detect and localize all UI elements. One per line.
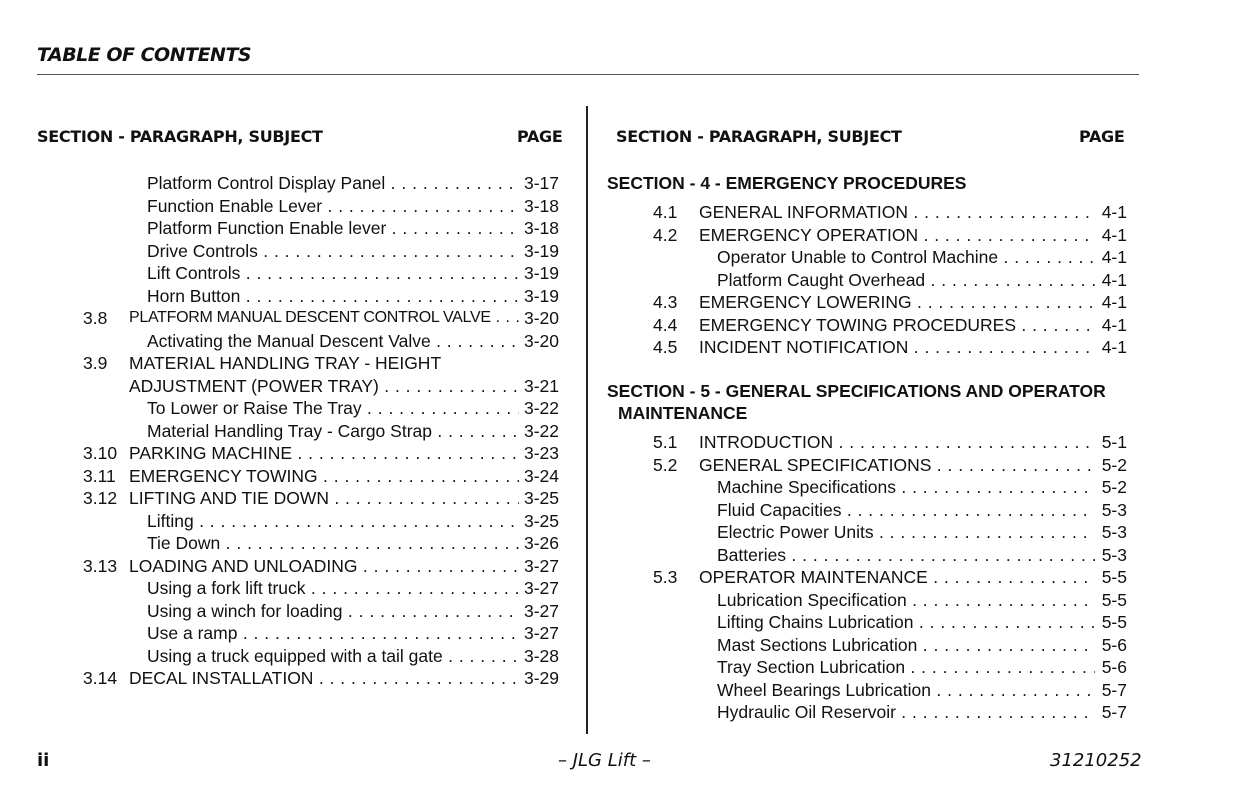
toc-entry-page: 3-29	[520, 667, 559, 689]
toc-entry-title: Lifting Chains Lubrication . . .	[717, 611, 1095, 633]
toc-entry-page: 3-24	[520, 465, 559, 487]
toc-entry-page: 3-28	[520, 645, 559, 667]
toc-entry[interactable]	[653, 611, 1127, 633]
toc-entry-number: 5.2	[653, 454, 678, 475]
right-col-heading-page: PAGE	[1079, 127, 1125, 146]
toc-entry-number: 3.14	[83, 668, 118, 688]
toc-entry-page: 4-1	[1098, 224, 1127, 246]
toc-entry-number: 3.9	[83, 353, 108, 373]
toc-entry[interactable]	[83, 195, 559, 217]
toc-entry-title: Platform Caught Overhead . . .	[717, 269, 1095, 291]
section-5-title-line1[interactable]: SECTION - 5 - GENERAL SPECIFICATIONS AND OPERATOR	[607, 381, 1106, 401]
toc-entry-page: 3-18	[520, 195, 559, 217]
toc-entry[interactable]	[653, 291, 1127, 313]
toc-entry-page: 3-25	[520, 510, 559, 532]
toc-entry[interactable]	[83, 420, 559, 442]
toc-entry-number: 4.4	[653, 314, 678, 335]
toc-entry-number: 3.13	[83, 555, 118, 576]
toc-entry-page: 3-20	[520, 330, 559, 352]
toc-entry[interactable]	[83, 532, 559, 554]
toc-entry[interactable]	[83, 352, 559, 374]
toc-entry-page: 3-23	[520, 442, 559, 464]
toc-entry[interactable]	[83, 465, 559, 487]
toc-entry[interactable]	[653, 314, 1127, 336]
toc-entry-title: Using a fork lift truck . . .	[147, 577, 519, 599]
toc-entry-title: Tray Section Lubrication . . .	[717, 656, 1095, 678]
toc-entry-page: 3-19	[520, 285, 559, 307]
toc-entry-title: Tie Down . . .	[147, 532, 519, 554]
toc-entry-number: 4.3	[653, 292, 678, 312]
toc-entry[interactable]	[653, 224, 1127, 246]
toc-entry-title: EMERGENCY LOWERING . . .	[699, 291, 1095, 313]
toc-entry-page: 3-17	[520, 172, 559, 194]
toc-entry-page: 3-25	[520, 487, 559, 509]
toc-entry[interactable]	[653, 544, 1127, 566]
toc-entry-title: Fluid Capacities . . .	[717, 499, 1095, 521]
footer-page-number: ii	[37, 750, 50, 771]
left-col-heading-subject: SECTION - PARAGRAPH, SUBJECT	[37, 127, 323, 146]
toc-entry-number: 3.8	[83, 308, 108, 328]
toc-entry[interactable]	[653, 566, 1127, 588]
toc-entry-page: 5-2	[1098, 476, 1127, 498]
footer-doc-number: 31210252	[1050, 750, 1142, 771]
toc-entry-title: Operator Unable to Control Machine . . .	[717, 246, 1095, 268]
toc-entry[interactable]	[653, 634, 1127, 656]
toc-entry-title: EMERGENCY TOWING PROCEDURES . . .	[699, 314, 1095, 336]
toc-entry[interactable]	[653, 201, 1127, 223]
right-col-heading-subject: SECTION - PARAGRAPH, SUBJECT	[616, 127, 902, 146]
toc-entry[interactable]	[83, 600, 559, 622]
toc-entry-page: 5-3	[1098, 499, 1127, 521]
toc-entry[interactable]	[653, 679, 1127, 701]
toc-entry[interactable]	[653, 701, 1127, 723]
toc-entry-page: 5-7	[1098, 701, 1127, 723]
toc-entry-title: PARKING MACHINE . . .	[129, 442, 519, 464]
toc-entry[interactable]	[83, 622, 559, 644]
toc-entry[interactable]	[83, 240, 559, 262]
toc-entry-title: LIFTING AND TIE DOWN . . .	[129, 487, 519, 509]
toc-entry-title: Platform Function Enable lever . . .	[147, 217, 519, 239]
toc-entry-title: EMERGENCY TOWING . . .	[129, 465, 519, 487]
toc-entry-title: Electric Power Units . . .	[717, 521, 1095, 543]
toc-entry-title: DECAL INSTALLATION . . .	[129, 667, 519, 689]
toc-entry-title: PLATFORM MANUAL DESCENT CONTROL VALVE . . .	[129, 307, 519, 329]
toc-entry-page: 3-22	[520, 397, 559, 419]
left-col-heading-page: PAGE	[517, 127, 563, 146]
toc-entry-title: Activating the Manual Descent Valve . . .	[147, 330, 519, 352]
page-title: TABLE OF CONTENTS	[37, 44, 252, 66]
footer-center-label: – JLG Lift –	[558, 750, 651, 771]
toc-entry-page: 5-1	[1098, 431, 1127, 453]
toc-entry-page: 5-6	[1098, 634, 1127, 656]
toc-entry[interactable]	[653, 476, 1127, 498]
toc-entry-title: To Lower or Raise The Tray . . .	[147, 397, 519, 419]
toc-entry[interactable]	[653, 521, 1127, 543]
toc-entry-page: 3-19	[520, 262, 559, 284]
toc-entry-number: 5.1	[653, 432, 678, 452]
toc-entry[interactable]	[83, 577, 559, 599]
toc-entry-page: 3-26	[520, 532, 559, 554]
toc-entry[interactable]	[83, 217, 559, 239]
toc-entry-page: 3-27	[520, 577, 559, 599]
toc-entry[interactable]	[653, 269, 1127, 291]
toc-entry-number: 3.10	[83, 443, 118, 463]
toc-entry[interactable]	[83, 330, 559, 352]
toc-entry-page: 5-7	[1098, 679, 1127, 701]
toc-entry-title: INCIDENT NOTIFICATION . . .	[699, 336, 1095, 358]
toc-entry-title: Batteries . . .	[717, 544, 1095, 566]
toc-entry-page: 4-1	[1098, 336, 1127, 358]
toc-entry[interactable]	[83, 510, 559, 532]
toc-entry-title: Machine Specifications . . .	[717, 476, 1095, 498]
toc-entry-page: 3-27	[520, 600, 559, 622]
toc-entry[interactable]	[653, 246, 1127, 268]
toc-entry-title: Using a truck equipped with a tail gate . . .	[147, 645, 519, 667]
toc-entry-title: Use a ramp . . .	[147, 622, 519, 644]
toc-entry-page: 3-22	[520, 420, 559, 442]
column-divider	[586, 106, 588, 734]
toc-entry[interactable]	[83, 397, 559, 419]
toc-entry-title: Drive Controls . . .	[147, 240, 519, 262]
toc-entry-page: 3-19	[520, 240, 559, 262]
toc-entry-title: Function Enable Lever . . .	[147, 195, 519, 217]
toc-entry-page: 4-1	[1098, 246, 1127, 268]
toc-entry-title: Lift Controls . . .	[147, 262, 519, 284]
section-4-title[interactable]: SECTION - 4 - EMERGENCY PROCEDURES	[607, 173, 967, 193]
toc-entry-title: MATERIAL HANDLING TRAY - HEIGHT	[129, 353, 442, 373]
toc-entry-title: Using a winch for loading . . .	[147, 600, 519, 622]
toc-entry-title: OPERATOR MAINTENANCE . . .	[699, 566, 1095, 588]
toc-entry-number: 4.2	[653, 224, 678, 245]
toc-entry-page: 3-27	[520, 622, 559, 644]
toc-entry-page: 3-27	[520, 555, 559, 577]
toc-entry-title: GENERAL SPECIFICATIONS . . .	[699, 454, 1095, 476]
toc-entry[interactable]	[653, 656, 1127, 678]
toc-entry-page: 3-18	[520, 217, 559, 239]
toc-entry[interactable]	[83, 375, 559, 397]
toc-entry-number: 3.11	[83, 465, 116, 486]
toc-entry-title: Mast Sections Lubrication . . .	[717, 634, 1095, 656]
toc-entry[interactable]	[83, 645, 559, 667]
toc-entry-title: Wheel Bearings Lubrication . . .	[717, 679, 1095, 701]
section-5-title-line2[interactable]: MAINTENANCE	[618, 403, 748, 423]
toc-entry-page: 5-6	[1098, 656, 1127, 678]
toc-entry-title: LOADING AND UNLOADING . . .	[129, 555, 519, 577]
toc-entry[interactable]	[653, 336, 1127, 358]
header-rule	[37, 74, 1139, 75]
toc-entry-number: 5.3	[653, 567, 678, 587]
toc-entry-page: 5-5	[1098, 611, 1127, 633]
toc-entry-page: 3-21	[520, 375, 559, 397]
toc-entry-title: GENERAL INFORMATION . . .	[699, 201, 1095, 223]
toc-entry-page: 5-5	[1098, 589, 1127, 611]
toc-entry-page: 5-3	[1098, 544, 1127, 566]
toc-entry-title: Platform Control Display Panel . . .	[147, 172, 519, 194]
toc-entry[interactable]	[653, 589, 1127, 611]
toc-entry-page: 5-3	[1098, 521, 1127, 543]
toc-entry[interactable]	[653, 454, 1127, 476]
toc-entry[interactable]	[83, 442, 559, 464]
toc-entry-page: 3-20	[520, 307, 559, 329]
toc-entry[interactable]	[83, 307, 559, 329]
toc-entry[interactable]	[653, 499, 1127, 521]
toc-entry-title: Hydraulic Oil Reservoir . . .	[717, 701, 1095, 723]
toc-entry-page: 4-1	[1098, 269, 1127, 291]
toc-entry-title: INTRODUCTION . . .	[699, 431, 1095, 453]
toc-entry-title: EMERGENCY OPERATION . . .	[699, 224, 1095, 246]
toc-entry[interactable]	[83, 487, 559, 509]
toc-entry-title: ADJUSTMENT (POWER TRAY) . . .	[129, 375, 519, 397]
toc-entry[interactable]	[83, 667, 559, 689]
toc-entry-page: 4-1	[1098, 201, 1127, 223]
toc-entry-number: 4.5	[653, 337, 678, 357]
toc-entry[interactable]	[83, 262, 559, 284]
toc-entry[interactable]	[83, 172, 559, 194]
toc-entry-page: 5-5	[1098, 566, 1127, 588]
toc-entry[interactable]	[83, 555, 559, 577]
toc-entry-title: Lubrication Specification . . .	[717, 589, 1095, 611]
toc-entry-page: 4-1	[1098, 314, 1127, 336]
toc-entry-page: 5-2	[1098, 454, 1127, 476]
toc-entry-number: 3.12	[83, 488, 118, 508]
toc-entry-number: 4.1	[653, 202, 678, 222]
toc-entry[interactable]	[83, 285, 559, 307]
toc-entry-page: 4-1	[1098, 291, 1127, 313]
toc-entry-title: Material Handling Tray - Cargo Strap . . .	[147, 420, 519, 442]
toc-entry[interactable]	[653, 431, 1127, 453]
toc-entry-title: Horn Button . . .	[147, 285, 519, 307]
toc-entry-title: Lifting . . .	[147, 510, 519, 532]
